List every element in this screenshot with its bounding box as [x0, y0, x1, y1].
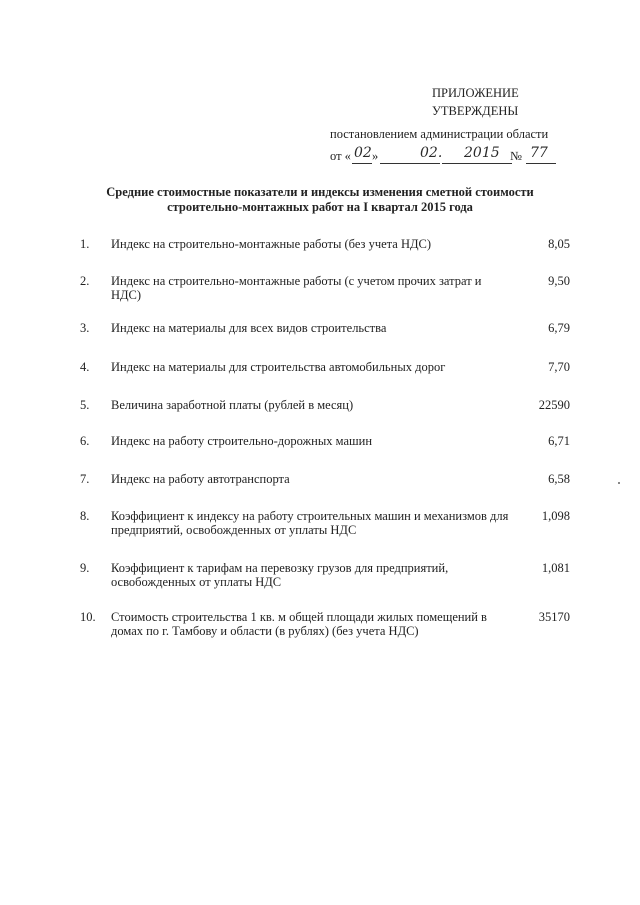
- item-number: 2.: [80, 274, 90, 288]
- scan-speck: [618, 482, 620, 484]
- item-text: Индекс на работу строительно-дорожных машин: [111, 434, 373, 448]
- item-text: Коэффициент к индексу на работу строительных машин и механизмов для предприятий, освобожденных от уплаты НДС: [111, 509, 509, 537]
- item-number: 5.: [80, 398, 90, 412]
- item-number: 9.: [80, 561, 90, 575]
- item-value: 22590: [538, 398, 570, 412]
- item-value: 6,58: [548, 472, 570, 486]
- item-number: 1.: [80, 237, 90, 251]
- date-prefix: от «: [330, 149, 351, 163]
- item-value: 7,70: [548, 360, 570, 374]
- item-value: 8,05: [548, 237, 570, 251]
- day-underline: [352, 163, 372, 164]
- document-title-line-1: Средние стоимостные показатели и индексы изменения сметной стоимости: [106, 185, 534, 199]
- item-text: Индекс на строительно-монтажные работы (с учетом прочих затрат и НДС): [111, 274, 482, 302]
- item-number: 7.: [80, 472, 90, 486]
- decree-line: постановлением администрации области: [330, 127, 549, 141]
- item-value: 6,79: [548, 321, 570, 335]
- date-year: 2015: [464, 145, 500, 161]
- item-number: 3.: [80, 321, 90, 335]
- item-value: 6,71: [548, 434, 570, 448]
- item-value: 35170: [538, 610, 570, 624]
- approved-label: УТВЕРЖДЕНЫ: [432, 104, 519, 118]
- date-day: 02: [354, 145, 372, 161]
- item-number: 10.: [80, 610, 96, 624]
- item-value: 1,081: [541, 561, 570, 575]
- number-underline: [526, 163, 556, 164]
- decree-number: 77: [530, 145, 548, 161]
- item-text: Индекс на материалы для всех видов строительства: [111, 321, 387, 335]
- item-number: 8.: [80, 509, 90, 523]
- month-underline: [380, 163, 440, 164]
- item-number: 4.: [80, 360, 90, 374]
- item-text: Индекс на работу автотранспорта: [111, 472, 290, 486]
- item-text: Стоимость строительства 1 кв. м общей площади жилых помещений в домах по г. Тамбову и области (в рублях) (без учета НДС): [111, 610, 487, 638]
- number-sign: №: [510, 149, 522, 163]
- year-underline: [442, 163, 512, 164]
- date-number-line: [330, 146, 560, 166]
- document-title-line-2: строительно-монтажных работ на I квартал 2015 года: [167, 200, 473, 214]
- item-text: Величина заработной платы (рублей в месяц): [111, 398, 354, 412]
- item-text: Индекс на строительно-монтажные работы (без учета НДС): [111, 237, 432, 251]
- date-close-quote: »: [372, 149, 379, 163]
- item-text: Индекс на материалы для строительства автомобильных дорог: [111, 360, 446, 374]
- item-text: Коэффициент к тарифам на перевозку грузов для предприятий, освобожденных от уплаты НДС: [111, 561, 449, 589]
- item-value: 9,50: [548, 274, 570, 288]
- item-number: 6.: [80, 434, 90, 448]
- item-value: 1,098: [541, 509, 570, 523]
- date-month: 02.: [420, 145, 443, 161]
- appendix-label: ПРИЛОЖЕНИЕ: [432, 86, 519, 100]
